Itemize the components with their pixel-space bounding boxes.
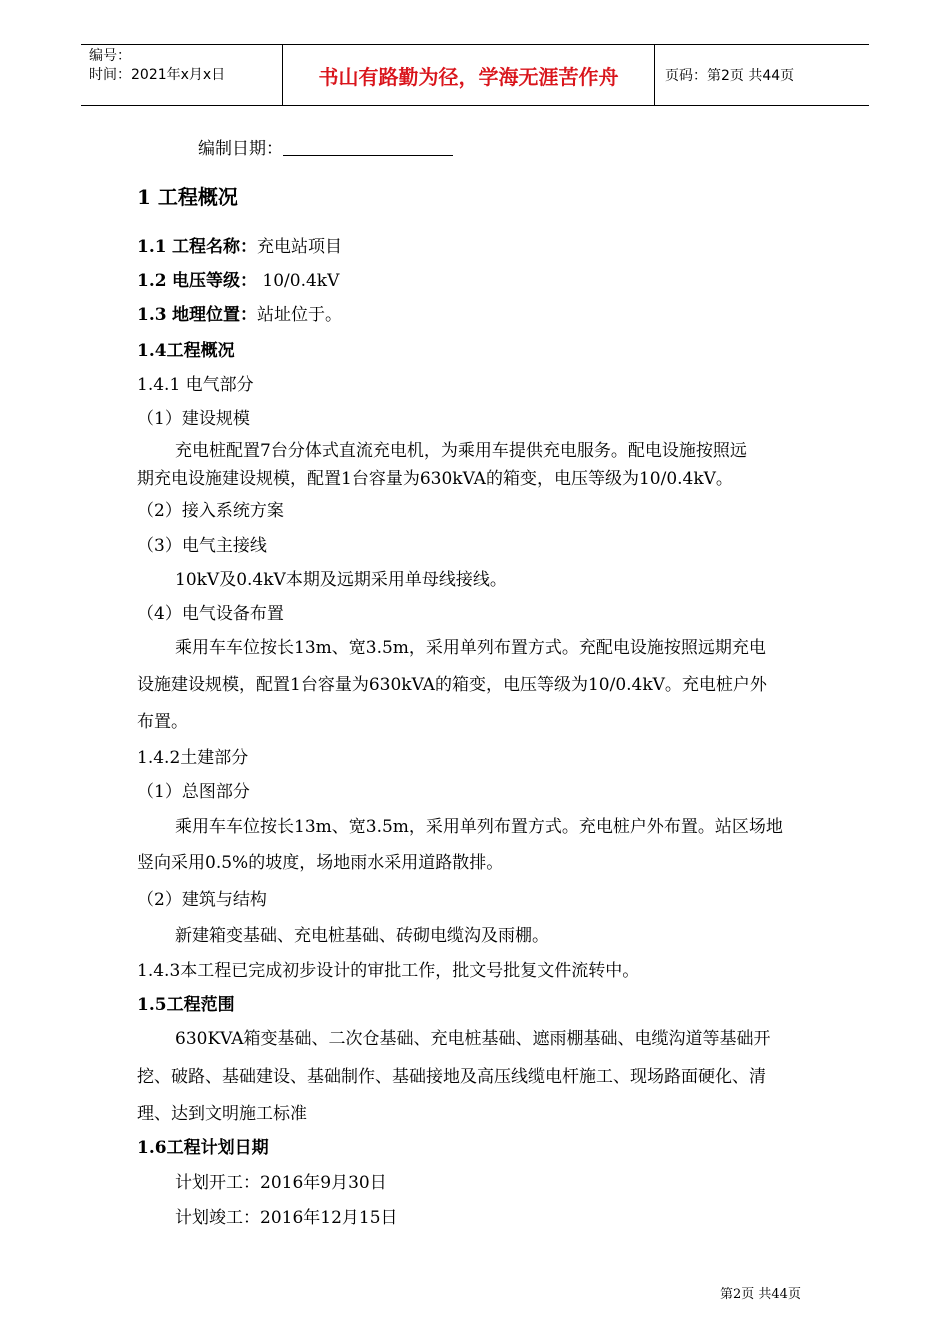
- plan-start: 计划开工：2016年9月30日: [175, 1173, 387, 1193]
- item-1-2-num: 1.2: [137, 271, 167, 291]
- header-time: 时间：2021年x月x日: [89, 67, 226, 83]
- civil-item-2: （2）建筑与结构: [137, 890, 267, 910]
- item-1-3: [137, 300, 342, 325]
- item-1-3-label: 地理位置：: [171, 305, 257, 325]
- heading-1-4: 1.4工程概况: [137, 341, 235, 361]
- elec-item-4: （4）电气设备布置: [137, 604, 284, 624]
- scope-para-3: 理、达到文明施工标准: [137, 1104, 307, 1124]
- civil-item-2-para-1: 新建箱变基础、充电桩基础、砖砌电缆沟及雨棚。: [175, 926, 549, 946]
- plan-finish: 计划竣工：2016年12月15日: [175, 1208, 398, 1228]
- item-1-2-value: 10/0.4kV: [256, 271, 340, 291]
- scope-para-2: 挖、破路、基础建设、基础制作、基础接地及高压线缆电杆施工、现场路面硬化、清: [137, 1067, 766, 1087]
- elec-item-1-para-2: 期充电设施建设规模，配置1台容量为630kVA的箱变，电压等级为10/0.4kV。: [137, 469, 733, 489]
- civil-item-1-para-1: 乘用车车位按长13m、宽3.5m，采用单列布置方式。充电桩户外布置。站区场地: [175, 817, 783, 837]
- item-1-1-label: 工程名称：: [171, 237, 257, 257]
- heading-1: 1 工程概况: [137, 185, 238, 209]
- elec-item-2: （2）接入系统方案: [137, 501, 284, 521]
- header-number: 编号：: [89, 48, 131, 64]
- compile-date: [198, 134, 453, 159]
- civil-item-1: （1）总图部分: [137, 782, 250, 802]
- item-1-3-num: 1.3: [137, 305, 167, 325]
- header-page: 页码：第2页 共44页: [665, 68, 795, 84]
- item-1-2-label: 电压等级：: [171, 271, 257, 291]
- heading-1-4-3: 1.4.3本工程已完成初步设计的审批工作，批文号批复文件流转中。: [137, 961, 640, 981]
- elec-item-3-para-1: 10kV及0.4kV本期及远期采用单母线接线。: [175, 570, 507, 590]
- elec-item-4-para-2: 设施建设规模，配置1台容量为630kVA的箱变，电压等级为10/0.4kV。充电桩户外: [137, 675, 767, 695]
- item-1-3-value: 站址位于。: [256, 305, 342, 325]
- header-meta: [81, 45, 282, 105]
- civil-item-1-para-2: 竖向采用0.5%的坡度，场地雨水采用道路散排。: [137, 853, 504, 873]
- item-1-1-value: 充电站项目: [256, 237, 342, 257]
- heading-1-6: 1.6工程计划日期: [137, 1138, 269, 1158]
- elec-item-4-para-1: 乘用车车位按长13m、宽3.5m，采用单列布置方式。充配电设施按照远期充电: [175, 638, 766, 658]
- compile-date-label: 编制日期：: [198, 139, 283, 159]
- compile-date-blank: [283, 139, 453, 156]
- elec-item-4-para-3: 布置。: [137, 712, 188, 732]
- item-1-2: [137, 266, 339, 291]
- elec-item-1-para-1: 充电桩配置7台分体式直流充电机，为乘用车提供充电服务。配电设施按照远: [175, 441, 747, 461]
- item-1-1: [137, 232, 342, 257]
- scope-para-1: 630KVA箱变基础、二次仓基础、充电桩基础、遮雨棚基础、电缆沟道等基础开: [175, 1029, 771, 1049]
- heading-1-4-1: 1.4.1 电气部分: [137, 375, 254, 395]
- page-footer: 第2页 共44页: [720, 1287, 801, 1302]
- heading-1-4-2: 1.4.2土建部分: [137, 748, 249, 768]
- elec-item-3: （3）电气主接线: [137, 536, 267, 556]
- item-1-1-num: 1.1: [137, 237, 167, 257]
- header-motto: 书山有路勤为径，学海无涯苦作舟: [282, 45, 655, 105]
- elec-item-1: （1）建设规模: [137, 409, 250, 429]
- page-header: [81, 44, 869, 106]
- heading-1-5: 1.5工程范围: [137, 995, 235, 1015]
